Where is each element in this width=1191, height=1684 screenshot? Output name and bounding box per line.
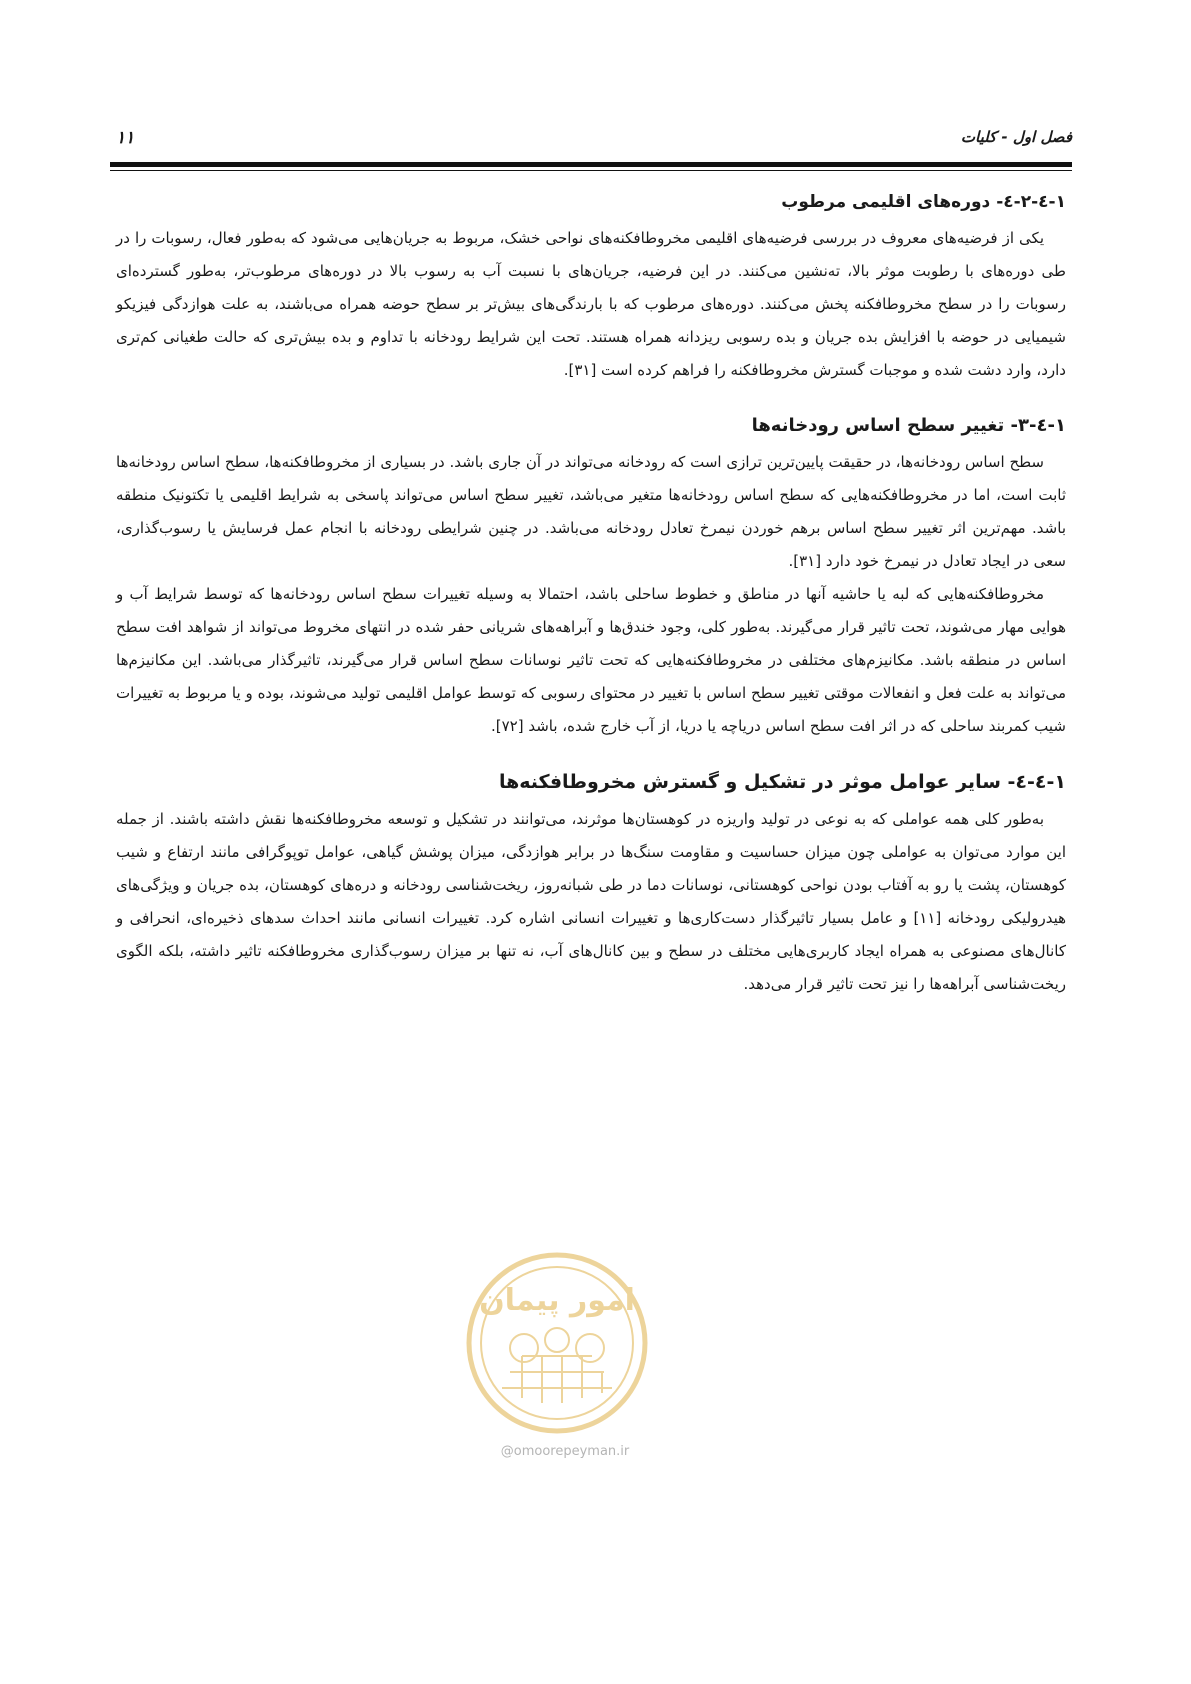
paragraph: به‌طور کلی همه عواملی که به نوعی در تولید واریزه در کوهستان‌ها موثرند، می‌توانند در تشکیل و توسعه مخروطافکنه‌ها نقش داشته باشند. از جمله این موارد می‌توان به عواملی چون میزان حساسیت و مقاومت سنگ‌ها در برابر هوازدگی، میزان پوشش گیاهی، عوامل توپوگرافی مانند ارتفاع و شیب کوهستان، پشت یا رو به آفتاب بودن نواحی کوهستانی، نوسانات دما در طی شبانه‌روز، ریخت‌شناسی رودخانه و دره‌های کوهستان، بده جریان و ویژگی‌های هیدرولیکی رودخانه [۱۱] و عامل بسیار تاثیرگذار دست‌کاری‌ها و تغییرات انسانی اشاره کرد. تغییرات انسانی مانند احداث سدهای ذخیره‌ای، انحرافی و کانال‌های مصنوعی به همراه ایجاد کاربری‌هایی مختلف در سطح و بین کانال‌های آب، نه تنها بر میزان رسوب‌گذاری مخروطافکنه تاثیر داشته، بلکه الگوی ریخت‌شناسی آبراهه‌ها را نیز تحت تاثیر قرار می‌دهد. — [116, 810, 1066, 993]
section-heading: ۱-٤-٤- سایر عوامل موثر در تشکیل و گسترش مخروطافکنه‌ها — [498, 771, 1066, 793]
paragraph: مخروطافکنه‌هایی که لبه یا حاشیه آنها در مناطق و خطوط ساحلی باشد، احتمالا به وسیله تغییرات سطح اساس رودخانه‌ها که توسط شرایط آب و هوایی مهار می‌شوند، تحت تاثیر قرار می‌گیرند. به‌طور کلی، وجود خندق‌ها و آبراهه‌های شریانی حفر شده در انتهای مخروط می‌تواند از شواهد افت سطح اساس در منطقه باشد. مکانیزم‌های مختلفی در مخروطافکنه‌هایی که تحت تاثیر نوسانات سطح اساس قرار می‌گیرند، تاثیرگذار می‌باشد. این مکانیزم‌ها می‌تواند به علت فعل و انفعالات موقتی تغییر سطح اساس با تغییر در محتوای رسوبی که توسط عوامل اقلیمی تولید می‌شوند، بوده و یا مربوط به تغییرات شیب کمربند ساحلی که در اثر افت سطح اساس دریاچه یا دریا، از آب خارج شده، باشد [۷۲]. — [116, 585, 1066, 735]
section-base-level-change — [116, 415, 1066, 743]
watermark-url: @omoorepeyman.ir — [500, 1444, 630, 1459]
section-heading: ۱-٤-۲-٤- دوره‌های اقلیمی مرطوب — [781, 192, 1066, 212]
section-heading: ۱-٤-۳- تغییر سطح اساس رودخانه‌ها — [751, 415, 1066, 436]
paragraph: سطح اساس رودخانه‌ها، در حقیقت پایین‌ترین ترازی است که رودخانه می‌تواند در آن جاری باشد. در بسیاری از مخروطافکنه‌ها، سطح اساس رودخانه‌ها ثابت است، اما در مخروطافکنه‌هایی که سطح اساس رودخانه‌ها متغیر می‌باشد، تغییر سطح اساس می‌تواند پاسخی به شرایط اقلیمی یا تکتونیک منطقه باشد. مهم‌ترین اثر تغییر سطح اساس برهم خوردن نیمرخ تعادل رودخانه می‌باشد. در چنین شرایطی رودخانه با انجام عمل فرسایش یا رسوب‌گذاری، سعی در ایجاد تعادل در نیمرخ خود دارد [۳۱]. — [116, 453, 1066, 570]
watermark-logo — [462, 1248, 652, 1438]
page-header — [110, 128, 1072, 154]
chapter-title: فصل اول - کلیات — [960, 128, 1072, 146]
watermark-seal-icon — [462, 1248, 652, 1438]
header-rule-thin — [110, 170, 1072, 171]
header-rule-thick — [110, 162, 1072, 167]
main-content — [116, 192, 1066, 1001]
watermark-text: امور پیمان — [479, 1283, 635, 1318]
section-other-factors — [116, 771, 1066, 1001]
section-humid-climate-periods — [116, 192, 1066, 387]
paragraph: یکی از فرضیه‌های معروف در بررسی فرضیه‌های اقلیمی مخروطافکنه‌های نواحی خشک، مربوط به جریان‌هایی می‌شود که به‌طور فعال، رسوبات را در طی دوره‌های با رطوبت موثر بالا، ته‌نشین می‌کنند. در این فرضیه، جریان‌های با نسبت آب به رسوب بالا در دوره‌های مرطوب‌تر، به‌طور گسترده‌ای رسوبات را در سطح مخروطافکنه پخش می‌کنند. دوره‌های مرطوب که با بارندگی‌های بیش‌تر بر سطح حوضه همراه می‌باشند، به علت هوازدگی فیزیکو شیمیایی در حوضه با افزایش بده جریان و بده رسوبی ریزدانه همراه هستند. تحت این شرایط رودخانه با تداوم و بده بیش‌تری که حالت طغیانی کم‌تری دارد، وارد دشت شده و موجبات گسترش مخروطافکنه را فراهم کرده است [۳۱]. — [116, 229, 1066, 379]
page-number: ۱۱ — [116, 128, 135, 148]
